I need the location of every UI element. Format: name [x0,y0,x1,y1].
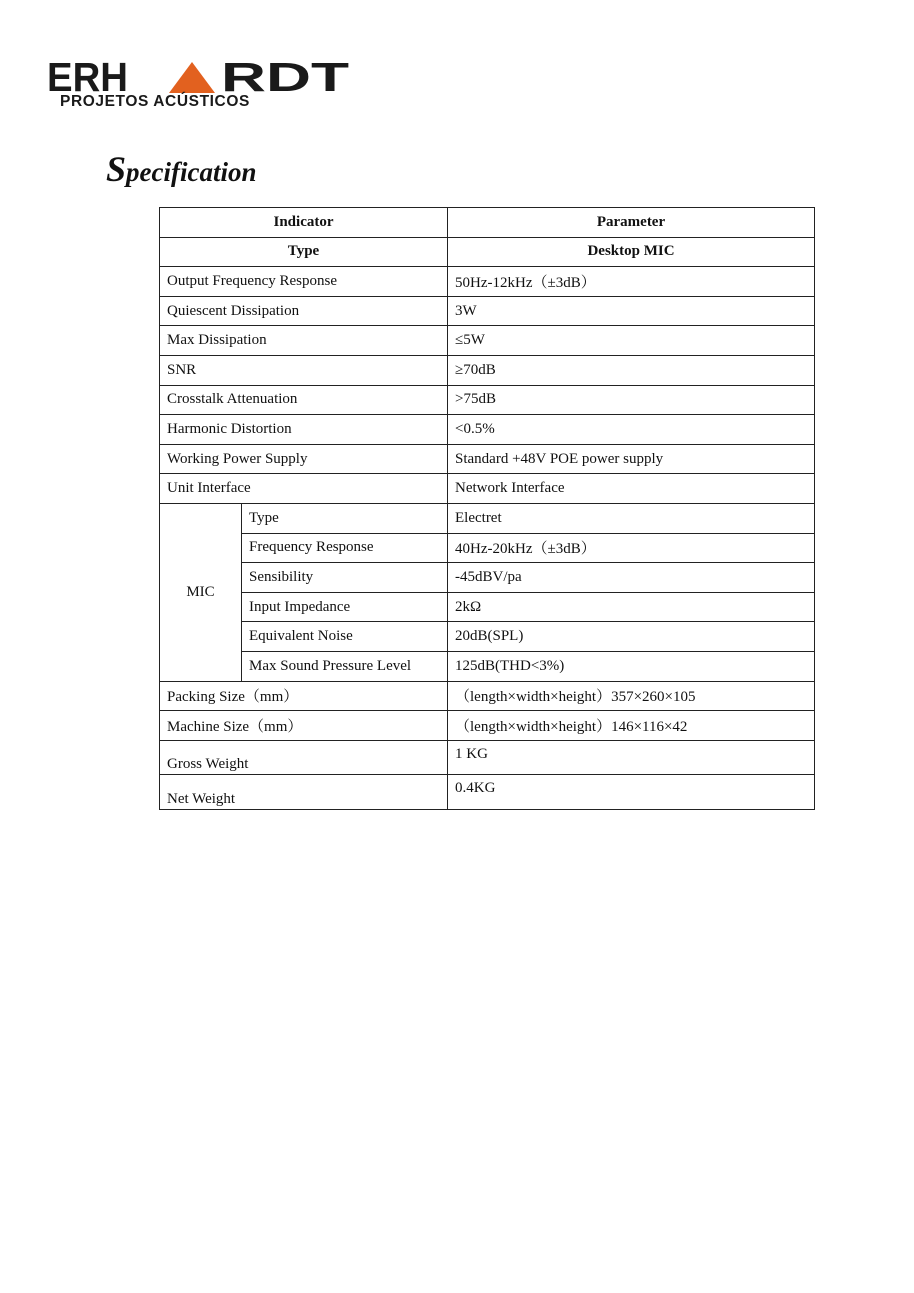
type-value: Desktop MIC [448,237,815,267]
mic-sub-value: -45dBV/pa [448,563,815,593]
row-label: Output Frequency Response [160,267,448,297]
row-label: Max Dissipation [160,326,448,356]
row-label: Net Weight [160,775,448,810]
row-label: Harmonic Distortion [160,415,448,445]
logo-a-triangle [169,62,215,93]
page-title-initial: S [106,149,127,189]
type-label: Type [160,237,448,267]
table-row [160,355,815,385]
mic-row [160,503,815,533]
row-value: >75dB [448,385,815,415]
row-value: ≤5W [448,326,815,356]
table-row [160,681,815,711]
mic-group-label: MIC [160,503,242,681]
mic-sub-label: Max Sound Pressure Level [242,651,448,681]
mic-sub-label: Frequency Response [242,533,448,563]
logo-letters-left: ERH [47,60,130,94]
table-row [160,740,815,775]
row-value: Network Interface [448,474,815,504]
mic-sub-value: 20dB(SPL) [448,622,815,652]
row-value: 0.4KG [448,775,815,810]
table-row [160,326,815,356]
table-row [160,267,815,297]
table-row [160,474,815,504]
mic-row [160,651,815,681]
logo-subtitle: PROJETOS ACÚSTICOS [60,93,250,110]
company-logo [47,60,352,112]
row-value: ≥70dB [448,355,815,385]
table-row [160,711,815,741]
table-header-row [160,208,815,238]
table-row [160,385,815,415]
mic-sub-value: 40Hz-20kHz（±3dB） [448,533,815,563]
row-label: Quiescent Dissipation [160,296,448,326]
mic-sub-label: Type [242,503,448,533]
table-row [160,296,815,326]
row-label: SNR [160,355,448,385]
row-value: 50Hz-12kHz（±3dB） [448,267,815,297]
row-value: （length×width×height）146×116×42 [448,711,815,741]
table-row [160,775,815,810]
logo-wordmark [47,60,352,94]
mic-row [160,622,815,652]
mic-sub-value: 2kΩ [448,592,815,622]
table-row [160,444,815,474]
mic-sub-label: Equivalent Noise [242,622,448,652]
row-label: Crosstalk Attenuation [160,385,448,415]
type-row [160,237,815,267]
specification-table [159,207,815,810]
logo-letters-right: R D T [221,60,337,94]
row-label: Working Power Supply [160,444,448,474]
row-value: 1 KG [448,740,815,775]
row-label: Unit Interface [160,474,448,504]
page-title-rest: pecification [126,157,257,187]
row-value: （length×width×height）357×260×105 [448,681,815,711]
mic-sub-label: Sensibility [242,563,448,593]
table-row [160,415,815,445]
row-label: Packing Size（mm） [160,681,448,711]
header-parameter: Parameter [448,208,815,238]
mic-sub-value: Electret [448,503,815,533]
page-title [106,148,257,190]
mic-sub-label: Input Impedance [242,592,448,622]
header-indicator: Indicator [160,208,448,238]
row-value: <0.5% [448,415,815,445]
row-label: Machine Size（mm） [160,711,448,741]
row-value: Standard +48V POE power supply [448,444,815,474]
mic-row [160,563,815,593]
mic-sub-value: 125dB(THD<3%) [448,651,815,681]
row-value: 3W [448,296,815,326]
mic-row [160,533,815,563]
mic-row [160,592,815,622]
row-label: Gross Weight [160,740,448,775]
